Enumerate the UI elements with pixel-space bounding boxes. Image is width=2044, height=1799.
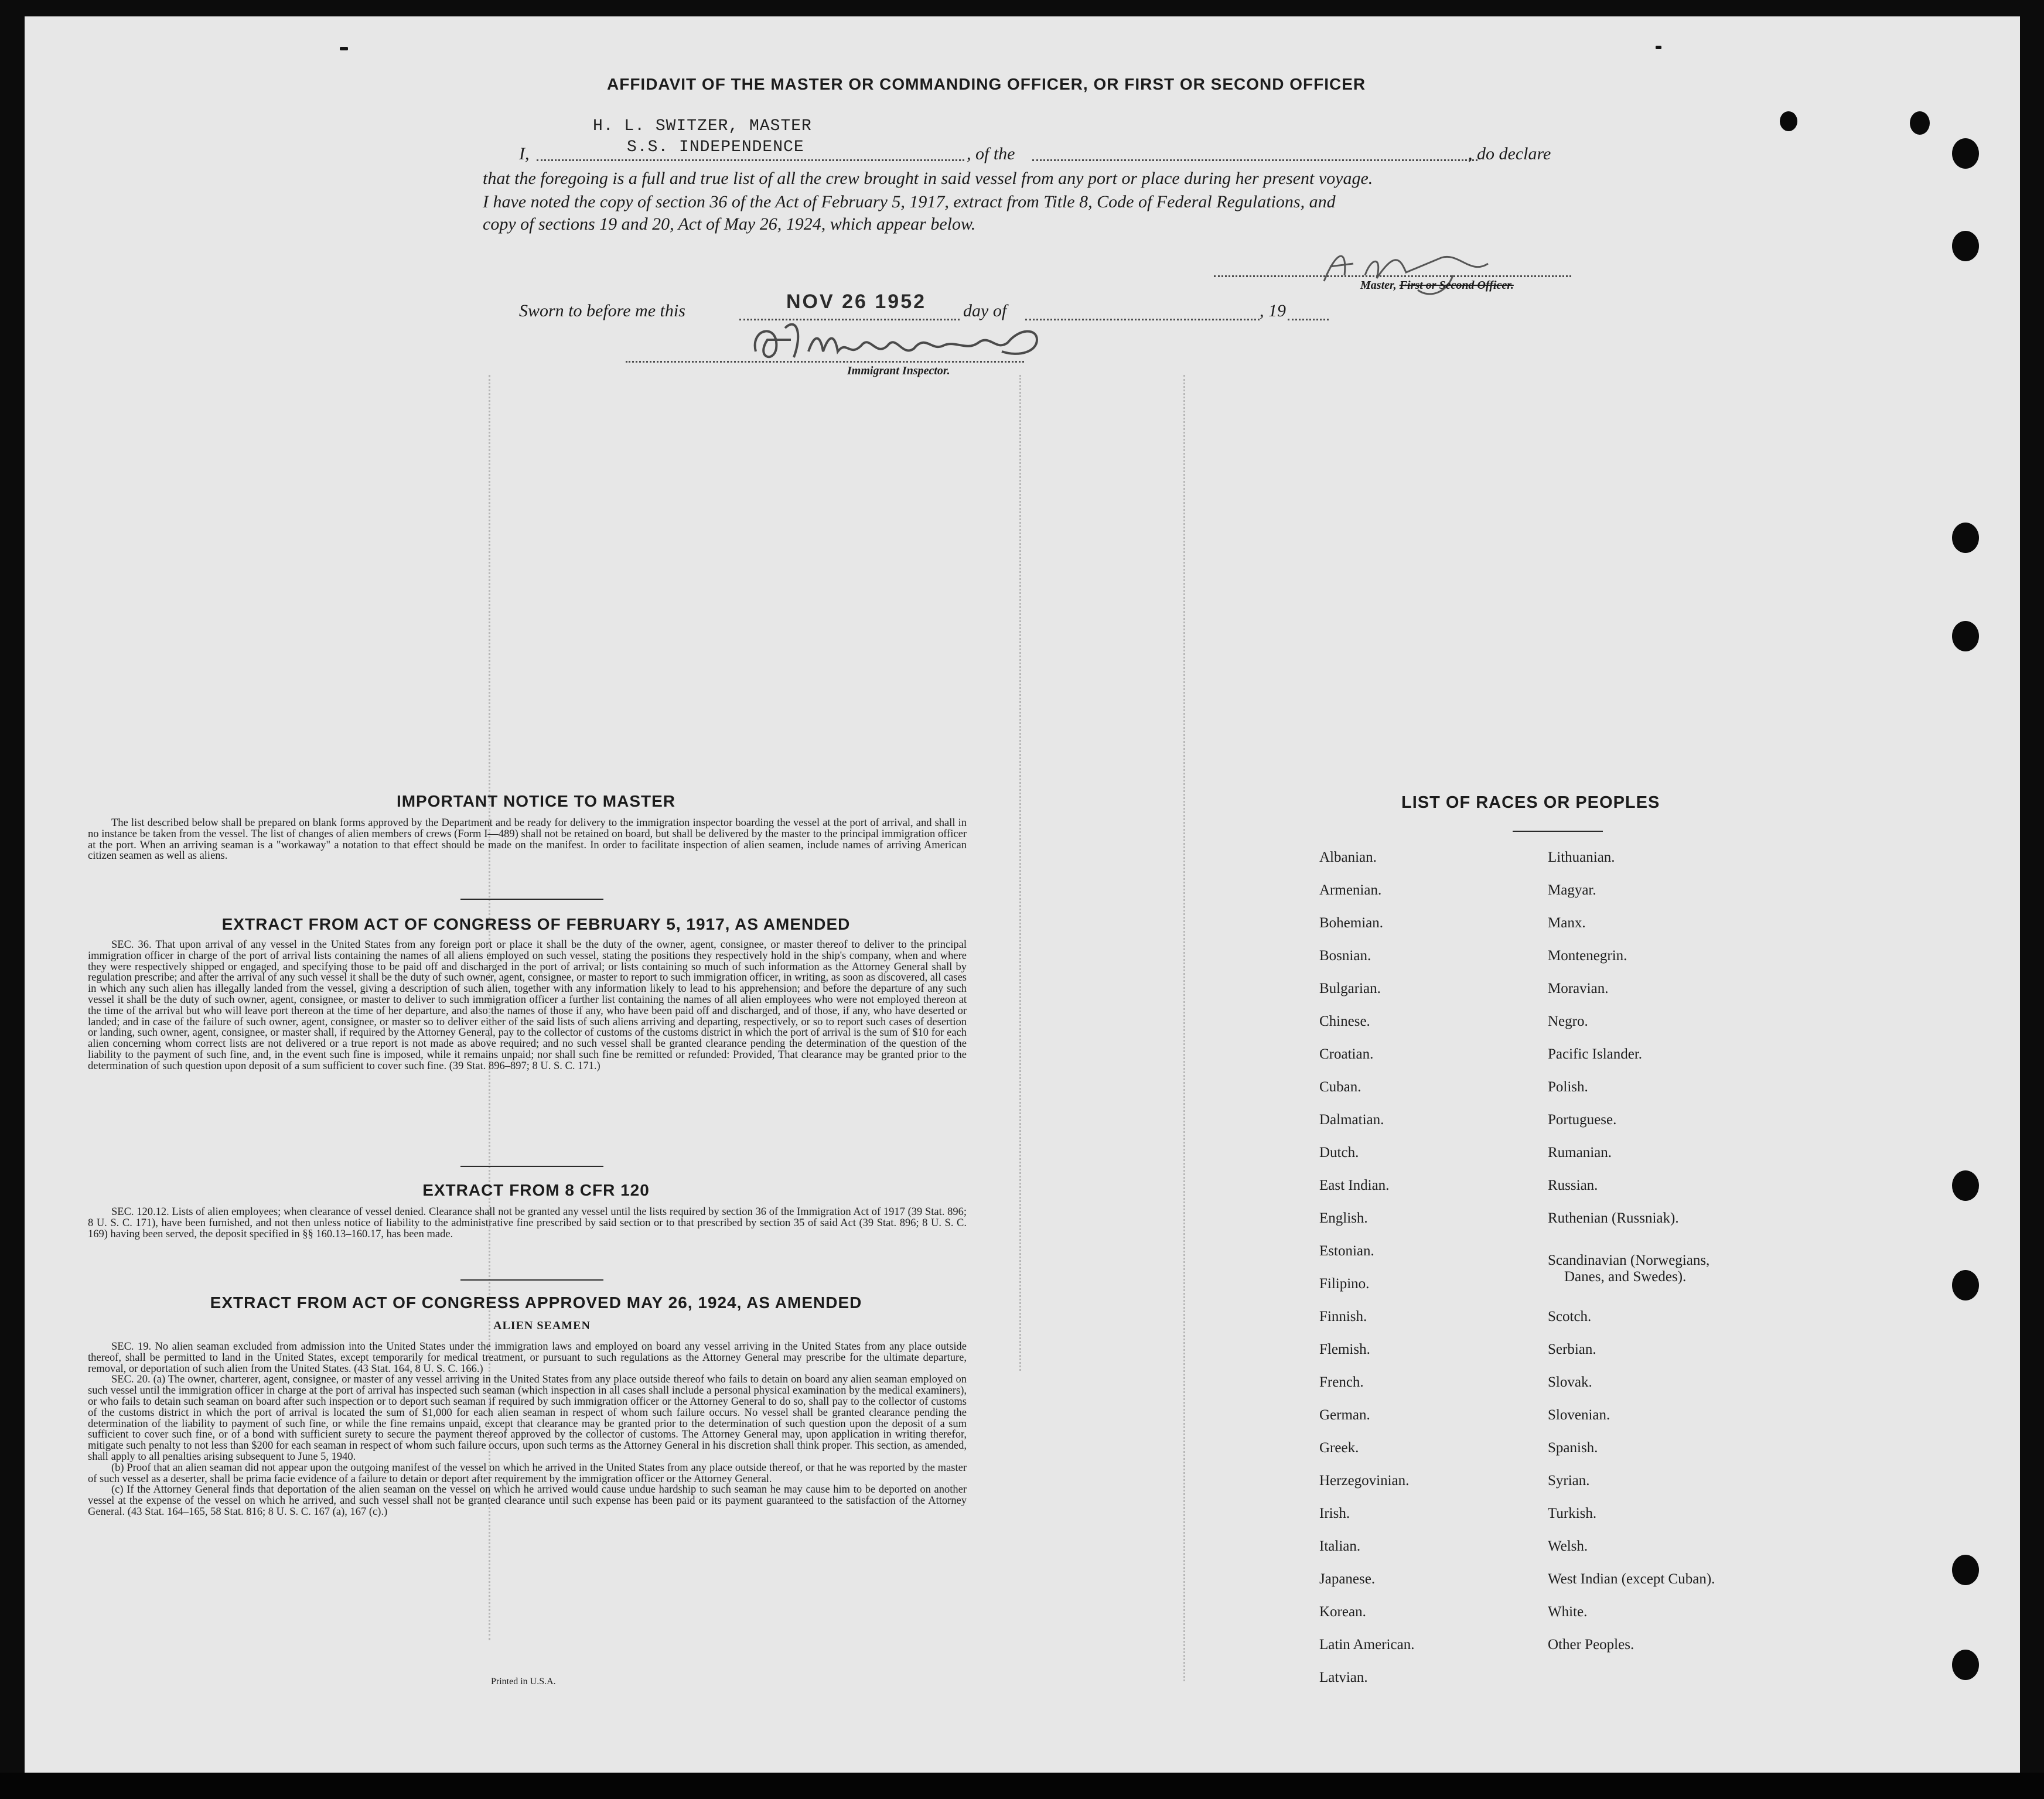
alien-seamen-subtitle: ALIEN SEAMEN bbox=[493, 1319, 591, 1332]
punch-hole-icon bbox=[1952, 138, 1979, 169]
race-item: Rumanian. bbox=[1548, 1145, 1612, 1160]
race-item: Scandinavian (Norwegians, bbox=[1548, 1252, 1710, 1268]
race-item: English. bbox=[1319, 1210, 1368, 1226]
race-item: Croatian. bbox=[1319, 1046, 1374, 1062]
race-item: Latin American. bbox=[1319, 1637, 1415, 1653]
day-of-label: day of bbox=[963, 301, 1007, 320]
inspector-caption: Immigrant Inspector. bbox=[847, 364, 950, 377]
race-item: Latvian. bbox=[1319, 1670, 1368, 1685]
race-item: Turkish. bbox=[1548, 1506, 1597, 1521]
declaration-suffix: , do declare bbox=[1468, 144, 1551, 163]
printed-in-usa: Printed in U.S.A. bbox=[491, 1677, 556, 1687]
race-item: Scotch. bbox=[1548, 1309, 1592, 1324]
race-item: Finnish. bbox=[1319, 1309, 1367, 1324]
race-item: German. bbox=[1319, 1407, 1370, 1423]
vessel-name: S.S. INDEPENDENCE bbox=[627, 138, 804, 156]
race-item: Other Peoples. bbox=[1548, 1637, 1634, 1653]
race-item: Italian. bbox=[1319, 1538, 1361, 1554]
race-item: French. bbox=[1319, 1374, 1364, 1390]
scan-border bbox=[0, 1773, 2044, 1799]
declaration-of-the: , of the bbox=[967, 144, 1015, 163]
declaration-line-4: copy of sections 19 and 20, Act of May 26, 1924, which appear below. bbox=[483, 214, 976, 234]
punch-hole-icon bbox=[1952, 1170, 1979, 1201]
master-caption: Master, First or Second Officer. bbox=[1360, 279, 1514, 292]
race-item: Japanese. bbox=[1319, 1571, 1376, 1587]
race-item: Syrian. bbox=[1548, 1473, 1590, 1489]
vessel-blank bbox=[1032, 159, 1477, 161]
extract-1917-text: SEC. 36. That upon arrival of any vessel in the United States from any foreign port or place it shall be the duty of the owner, agent, consignee, or master thereof to deliver to the principal immigration officer in charge of the port of arrival lists containing the names of all aliens employed on such vessel, stating the positions they respectively hold in the ship's company, when and where they were respectively shipped or engaged, and specifying those to be paid off and discharged in the port of arrival; or lists containing so much of such information as the Attorney General shall by regulation prescribe; and after the arrival of any such vessel it shall be the duty of such owner, agent, consignee, or master to report to such immigration officer, in writing, as soon as discovered, all cases in which any such alien has illegally landed from the vessel, giving a description of such alien, together with any information likely to lead to his apprehension; and before the departure of any such vessel it shall be the duty of such owner, agent, consignee, or master to deliver to such immigration officer a further list containing the names of all alien employees who were not employed thereon at the time of the arrival but who will leave port thereon at the time of her departure, and also the names of those if any, who have been paid off and discharged, and of those, if any, who have deserted or landed; and in case of the failure of such owner, agent, consignee, or master so to deliver either of the said lists of such aliens arriving and departing, respectively, or so to report such cases of desertion or landing, such owner, agent, consignee, or master shall, if required by the Attorney General, pay to the collector of customs of the customs district in which the port of arrival is the sum of $10 for each alien concerning whom correct lists are not delivered or a true report is not made as above required; and no such vessel shall be granted clearance pending the determination of the question of the liability to the payment of such fine, and, in the event such fine is imposed, while it remains unpaid; nor shall such fine be remitted or refunded: Provided, That clearance may be granted prior to the determination of such question upon deposit of a sum sufficient to cover such fine. (39 Stat. 896–897; 8 U. S. C. 171.) bbox=[88, 939, 967, 1072]
race-item: Bosnian. bbox=[1319, 948, 1371, 964]
master-signature bbox=[1312, 240, 1535, 305]
race-item: Pacific Islander. bbox=[1548, 1046, 1643, 1062]
race-item: Moravian. bbox=[1548, 981, 1609, 996]
divider bbox=[460, 1279, 603, 1281]
declaration-line-2: that the foregoing is a full and true list of all the crew brought in said vessel from any port or place during her present voyage. bbox=[483, 169, 1373, 188]
scan-speck bbox=[1656, 46, 1661, 49]
race-item: White. bbox=[1548, 1604, 1588, 1620]
race-item: Bulgarian. bbox=[1319, 981, 1381, 996]
inspector-signature-line bbox=[626, 361, 1024, 363]
extract-1924-text: SEC. 19. No alien seaman excluded from admission into the United States under the immigration laws and employed on board any vessel arriving in the United States from any place outside thereof, shall be permitted to land in the United States, except temporarily for medical treatment, or pursuant to such regulations as the Attorney General may prescribe for the ultimate departure, removal, or deportation of such alien from the United States. (43 Stat. 164, 8 U. S. C. 166.) SEC. 20. (a) The owner, charterer, agent, consignee, or master of any vessel arriving in the United States from any place outside thereof who fails to detain on board any alien seaman employed on such vessel until the immigration officer in charge at the port of arrival has inspected such seaman (which inspection in all cases shall include a personal physical examination by the medical examiners), or who fails to detain such seaman on board after such inspection or to deport such seaman if required by such immigration officer or the Attorney General to do so, shall pay to the collector of customs of the customs district in which the port of arrival is located the sum of $1,000 for each alien seaman in respect of whom such failure occurs. No vessel shall be granted clearance pending the determination of the liability to payment of such fine, or while the fine remains unpaid, except that clearance may be granted prior to the determination of such question upon the deposit of a sum sufficient to cover such fine, or of a bond with sufficient surety to secure the payment thereof approved by the collector of customs. The Attorney General may, upon application in writing therefor, mitigate such penalty to not less than $200 for each seaman in respect of whom such failure occurs, upon such terms as the Attorney General in his discretion shall think proper. This section, as amended, shall apply to all penalties arising subsequent to June 5, 1940. (b) Proof that an alien seaman did not appear upon the outgoing manifest of the vessel on which he arrived in the United States from any place outside thereof, or that he was reported by the master of such vessel as a deserter, shall be prima facie evidence of a failure to detain or deport after requirement by the immigration officer or the Attorney General. (c) If the Attorney General finds that deportation of the alien seaman on the vessel on which he arrived would cause undue hardship to such seaman he may cause him to be deported on another vessel at the expense of the vessel on which he arrived, and such vessel shall not be granted clearance until such expense has been paid or its payment guaranteed to the satisfaction of the Attorney General. (43 Stat. 164–165, 58 Stat. 816; 8 U. S. C. 167 (a), 167 (c).) bbox=[88, 1341, 967, 1518]
divider bbox=[1513, 831, 1603, 832]
race-item: Slovak. bbox=[1548, 1374, 1592, 1390]
race-item: Magyar. bbox=[1548, 882, 1596, 898]
race-item: West Indian (except Cuban). bbox=[1548, 1571, 1715, 1587]
name-blank bbox=[537, 159, 964, 161]
punch-hole-icon bbox=[1952, 1555, 1979, 1585]
race-item: Manx. bbox=[1548, 915, 1586, 931]
divider bbox=[460, 899, 603, 900]
race-item: Cuban. bbox=[1319, 1079, 1361, 1095]
race-item: Korean. bbox=[1319, 1604, 1366, 1620]
race-item: East Indian. bbox=[1319, 1177, 1390, 1193]
punch-hole-icon bbox=[1952, 1650, 1979, 1680]
punch-hole-icon bbox=[1952, 523, 1979, 553]
master-signature-line bbox=[1214, 275, 1571, 277]
race-item: Greek. bbox=[1319, 1440, 1359, 1456]
race-item: Welsh. bbox=[1548, 1538, 1588, 1554]
divider bbox=[460, 1166, 603, 1167]
race-item: Polish. bbox=[1548, 1079, 1588, 1095]
notice-text: The list described below shall be prepared on blank forms approved by the Department and be ready for delivery to the immigration inspector boarding the vessel at the port of arrival, and shall in no instance be taken from the vessel. The list of changes of alien members of crews (Form I—489) shall not be retained on board, but shall be delivered by the master to the principal immigration officer at the port. When an arriving seaman is a "workaway" a notation to that effect should be made on the manifest. In order to facilitate inspection of alien seamen, include names of arriving American citizen seamen as well as aliens. bbox=[88, 817, 967, 862]
race-item: Serbian. bbox=[1548, 1341, 1596, 1357]
punch-hole-icon bbox=[1952, 621, 1979, 651]
notice-title: IMPORTANT NOTICE TO MASTER bbox=[396, 792, 676, 810]
year-label: , 19 bbox=[1260, 301, 1286, 320]
race-item: Dalmatian. bbox=[1319, 1112, 1384, 1128]
race-item: Bohemian. bbox=[1319, 915, 1384, 931]
column-guide bbox=[1019, 375, 1021, 1371]
race-item: Portuguese. bbox=[1548, 1112, 1617, 1128]
race-item: Filipino. bbox=[1319, 1276, 1370, 1292]
date-stamp: NOV 26 1952 bbox=[786, 291, 927, 313]
declaration-prefix: I, bbox=[519, 144, 530, 163]
extract-cfr-title: EXTRACT FROM 8 CFR 120 bbox=[422, 1181, 650, 1199]
scan-speck bbox=[340, 47, 348, 50]
race-item: Danes, and Swedes). bbox=[1564, 1269, 1687, 1285]
race-item: Slovenian. bbox=[1548, 1407, 1610, 1423]
declaration-line-3: I have noted the copy of section 36 of the Act of February 5, 1917, extract from Title 8, Code of Federal Regulations, and bbox=[483, 192, 1336, 211]
punch-hole-icon bbox=[1910, 111, 1930, 135]
punch-hole-icon bbox=[1952, 231, 1979, 261]
race-item: Armenian. bbox=[1319, 882, 1382, 898]
race-item: Irish. bbox=[1319, 1506, 1350, 1521]
column-guide bbox=[1183, 375, 1185, 1681]
punch-hole-icon bbox=[1780, 111, 1797, 131]
race-item: Albanian. bbox=[1319, 849, 1377, 865]
race-item: Herzegovinian. bbox=[1319, 1473, 1410, 1489]
punch-hole-icon bbox=[1952, 1270, 1979, 1300]
race-item: Dutch. bbox=[1319, 1145, 1359, 1160]
sworn-prefix: Sworn to before me this bbox=[519, 301, 685, 320]
extract-1917-title: EXTRACT FROM ACT OF CONGRESS OF FEBRUARY 5, 1917, AS AMENDED bbox=[221, 915, 851, 933]
race-item: Estonian. bbox=[1319, 1243, 1374, 1259]
extract-cfr-text: SEC. 120.12. Lists of alien employees; when clearance of vessel denied. Clearance shall not be granted any vessel until the lists required by section 36 of the Immigration Act of 1917 (39 Stat. 896; 8 U. S. C. 171), have been furnished, and not then unless notice of liability to the administrative fine prescribed by said section or to that prescribed by section 35 of said Act (39 Stat. 896; 8 U. S. C. 169) having been served, the deposit specified in §§ 160.13–160.17, has been made. bbox=[88, 1206, 967, 1240]
master-name: H. L. SWITZER, MASTER bbox=[593, 117, 812, 135]
race-item: Spanish. bbox=[1548, 1440, 1598, 1456]
race-item: Chinese. bbox=[1319, 1013, 1370, 1029]
affidavit-title: AFFIDAVIT OF THE MASTER OR COMMANDING OFFICER, OR FIRST OR SECOND OFFICER bbox=[607, 75, 1366, 93]
race-item: Flemish. bbox=[1319, 1341, 1370, 1357]
extract-1924-title: EXTRACT FROM ACT OF CONGRESS APPROVED MAY 26, 1924, AS AMENDED bbox=[210, 1293, 862, 1312]
race-item: Russian. bbox=[1548, 1177, 1598, 1193]
year-blank bbox=[1288, 319, 1329, 320]
race-item: Montenegrin. bbox=[1548, 948, 1627, 964]
races-title: LIST OF RACES OR PEOPLES bbox=[1401, 793, 1660, 812]
race-item: Negro. bbox=[1548, 1013, 1588, 1029]
race-item: Lithuanian. bbox=[1548, 849, 1615, 865]
race-item: Ruthenian (Russniak). bbox=[1548, 1210, 1679, 1226]
